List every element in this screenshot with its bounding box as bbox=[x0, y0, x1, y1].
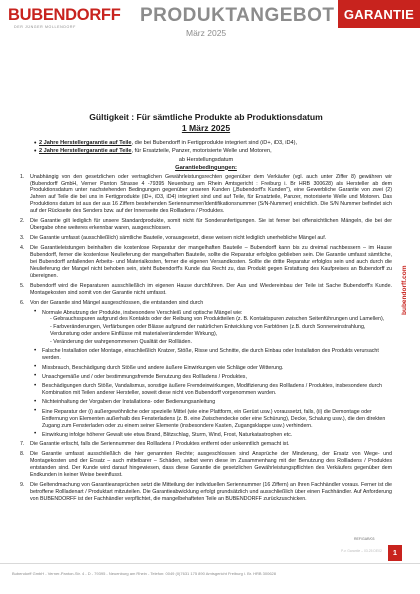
company-logo bbox=[8, 6, 121, 31]
condition-number: 2. bbox=[20, 218, 25, 225]
logo-tagline: DER JÜNGER MOLLENDORF bbox=[14, 25, 76, 29]
reference-code: REF/GAR/03 bbox=[354, 537, 375, 541]
condition-item bbox=[20, 300, 392, 307]
condition-item bbox=[20, 482, 392, 503]
condition-text: Die Garantieleistungen beinhalten die kostenlose Reparatur der mangelhaften Bauteile – Bubendorff kann bis zu dreimal nachbessern – im Hause Bubendorff, ferner die kostenlose Neulieferung der mangelhaften Bauteile, sollte die Reparatur erfolglos geblieben sein. Die Garantie umfasst sämtliche, bei Bubendorff anfallenden Arbeits- und Materialkosten, ferner die eigenen Versandkosten. Sollte die dritte Reparatur erfolglos sein und auch durch die Neulieferung der Mangel nicht behoben sein, steht Bubendorff's Kunde das Recht zu, das Produkt gegen Erstattung des Kaufpreises an Bubendorff zu übereignen. bbox=[30, 245, 392, 279]
logo-wordmark: BUBENDORFF bbox=[8, 6, 121, 24]
footer-address: Bubendorff GmbH - Verner-Panton-Str. 4 - D - 79395 - Neuenburg am Rhein - Telefon: 0049 (0)7631 175 890 Amtsgericht Freiburg i. Br. HRB 300628 bbox=[12, 571, 276, 576]
exclusion-text: • Normale Abnutzung der Produkte, insbesondere Verschleiß und optische Mängel wie: bbox=[42, 309, 243, 316]
condition-text: Bubendorff wird die Reparaturen ausschließlich im eigenen Hause durchführen. Der Aus und Wiedereinbau der Teile ist Sache Bubendorff's Kunde. Montagekosten sind somit von der Garantie nicht umfasst. bbox=[30, 282, 392, 296]
exclusion-subitem: - Veränderung der wahrgenommenen Qualität der Rollläden. bbox=[50, 339, 192, 346]
condition-item bbox=[20, 174, 392, 215]
condition-item bbox=[20, 283, 392, 297]
conditions-list bbox=[20, 174, 392, 503]
condition-number: 8. bbox=[20, 451, 25, 458]
exclusion-item: • Nichteinhaltung der Vorgaben der Installations- oder Bedienungsanleitung bbox=[34, 399, 392, 406]
condition-item bbox=[20, 218, 392, 232]
bullet-text: , die bei Bubendorff in Fertigprodukte integriert sind (iD+, iD3, iD4), bbox=[131, 140, 298, 146]
exclusion-item: • Unsachgemäße und / oder bestimmungsfremde Benutzung des Rollladens / Produktes, bbox=[34, 374, 392, 381]
exclusion-subitem: - Gebrauchsspuren aufgrund des Kontakts oder der Reibung von Produktteilen (z. B. Kontaktspuren zwischen Seitenführungen und Lamellen), bbox=[50, 316, 385, 323]
condition-number: 1. bbox=[20, 173, 25, 180]
exclusion-item: • Missbrauch, Beschädigung durch Stöße und andere äußere Einwirkungen wie Schläge oder Witterung. bbox=[34, 365, 392, 372]
condition-item bbox=[20, 235, 392, 242]
exclusion-subitem: - Farbveränderungen, Verfärbungen oder Blässe aufgrund der natürlichen Entwicklung von Farbtönen (z.B. durch Sonneneinstrahlung, Verdunstung oder andere Einflüsse mit materialverändernder Wirkung), bbox=[50, 324, 366, 338]
warranty-bullets bbox=[34, 140, 392, 156]
exclusion-item: • Eine Reparatur der (i) außergewöhnliche oder spezielle Mittel (wie eine Plattform, ein Gerüst usw.) voraussetzt, falls, (ii) die Demontage oder Entfernung von Elementen außerhalb des Fensterladens (z. B. eine Zwischendecke oder eine Schürung), Decke, Schalung usw.), die den direkten Zugang zum Fensterladen oder zu einem seiner Elemente (insbesondere Kasten, Zugangsklappe usw.) verhindern. bbox=[34, 409, 392, 430]
exclusion-item: • Einwirkung infolge höherer Gewalt wie etwa Brand, Blitzschlag, Sturm, Wind, Frost, Naturkatastrophen etc. bbox=[34, 432, 392, 439]
exclusion-sublist bbox=[42, 316, 392, 346]
condition-number: 5. bbox=[20, 282, 25, 289]
condition-number: 4. bbox=[20, 245, 25, 252]
condition-text: Die Garantie umfasst ausschließlich die hier genannten Rechte; ausgeschlossen sind Ansprüche der Minderung, der Ersatz von Wege- und Montagekosten und der Ersatz – auch mittelbarer – Schäden, selbst wenn diese im Zusammenhang mit der Benutzung des Rollladens / Produktes entstanden sind. Der Kunde wird darauf hingewiesen, dass diese Garantie die gesetzlichen Gewährleistungspflichten des Verkäufers gegenüber dem Endkunden in keiner Weise beeinflusst. bbox=[30, 451, 392, 478]
exclusion-item: • Falsche Installation oder Montage, einschließlich Kratzer, Stöße, Risse und Schnitte, die durch Einbau oder Installation des Produkts verursacht werden. bbox=[34, 348, 392, 362]
condition-text: Von der Garantie sind Mängel ausgeschlossen, die entstanden sind durch bbox=[30, 299, 204, 306]
condition-item bbox=[20, 441, 392, 448]
exclusion-item bbox=[34, 310, 392, 347]
bullet-text: , für Ersatzteile, Panzer, motorisierte Welle und Motoren, bbox=[131, 147, 272, 154]
validity-title: Gültigkeit : Für sämtliche Produkte ab Produktionsdatum bbox=[89, 112, 323, 122]
bullet-item bbox=[34, 148, 392, 156]
condition-item bbox=[20, 451, 392, 479]
condition-number: 9. bbox=[20, 481, 25, 488]
bullet-strong: 2 Jahre Herstellergarantie auf Teile bbox=[39, 147, 132, 154]
footer-divider bbox=[0, 563, 420, 564]
bullet-item bbox=[34, 140, 392, 148]
condition-number: 3. bbox=[20, 235, 25, 242]
exclusion-item: • Beschädigungen durch Stöße, Vandalismus, sonstige äußere Fremdeinwirkungen, Modifizierung des Rollladens / Produktes, insbesondere durch Kombination mit Teilen anderer Hersteller, soweit diese nicht von Bubendorff vorgenommen wurden. bbox=[34, 383, 392, 397]
condition-text: Die Garantie erlischt, falls die Seriennummer des Rollladens / Produktes entfernt oder unkenntlich gemacht ist. bbox=[30, 441, 290, 448]
condition-number: 6. bbox=[20, 299, 25, 306]
document-body bbox=[20, 112, 392, 506]
condition-text: Unabhängig von den gesetzlichen oder vertraglichen Gewährleistungsrechten gegenüber dem Verkäufer (vgl. auch unter Ziffer 8) gewähren wir (Bubendorff GmbH, Verner Panton Strasse 4 -79395 Neuenburg am Rhein Amtsgericht : Freiburg i. Br HRB 300628) als Hersteller ab dem Produktionsdatum unter nachstehenden Bedingungen gegenüber unseren Kunden („Bubendorff's Kunden"), eine Gewerbliche Garantie von zwei (2) Jahren auf Teile die bei uns in Fertigprodukte (iD+, iD3, iD4) integriert sind und auf Teile, für Ersatzteile, Panzer, motorisierte Welle und Motoren. Das Produktions datum ist aus der aus 16 Ziffern bestehenden Seriennummer/Identifikationsnummer (S/N-Nummer) ersichtlich. Die S/N Nummer befindet sich auf der Rückseite des Senders bzw. auf der Innenseite des Rollladens / Produktes. bbox=[30, 173, 392, 215]
garantie-badge: GARANTIE bbox=[338, 0, 420, 28]
conditions-title: Garantiebedingungen: bbox=[175, 164, 237, 171]
bullet-strong: 2 Jahre Herstellergarantie auf Teile bbox=[39, 140, 132, 146]
condition-text: Die Garantie gilt lediglich für unsere Standardprodukte, somit nicht für Sonderanfertigungen. Sie ist ferner bei offensichtlichen Mängeln, die bei der Übergabe ohne weiteres erkennbar waren, ausgeschlossen. bbox=[30, 218, 392, 232]
page-number: 1 bbox=[388, 545, 402, 561]
condition-text: Die Garantie umfasst (ausschließlich) sämtliche Bauteile, vorausgesetzt, diese weisen nicht lediglich unerhebliche Mängel auf. bbox=[30, 235, 327, 242]
condition-text: Die Geltendmachung von Garantieansprüchen setzt die Mitteilung der individuellen Seriennummer (16 Ziffern) an Ihren Fachhändler voraus. Ferner ist die betroffene Rollladenart / Produktart mitzuteilen. Die Garantieabwicklung erfolgt grundsätzlich und ausschließlich über einen Fachhändler. Auf Anforderung von BUBENDORFF ist der Fachhändler verpflichtet, die mangelbehafteten Teile an BUBENDORFF zurückzuschicken. bbox=[30, 481, 392, 502]
condition-number: 7. bbox=[20, 441, 25, 448]
validity-date: 1 März 2025 bbox=[181, 123, 231, 133]
exclusions-list bbox=[34, 310, 392, 439]
footer-doc-code: P-n Garantie – 03.25 DE02 bbox=[341, 549, 382, 553]
document-date: März 2025 bbox=[186, 28, 227, 38]
side-website-text: bubendorff.com bbox=[401, 265, 408, 315]
condition-item bbox=[20, 245, 392, 280]
document-title: PRODUKTANGEBOT bbox=[140, 5, 335, 26]
bullet-tail: ab Herstellungsdatum bbox=[178, 156, 234, 163]
